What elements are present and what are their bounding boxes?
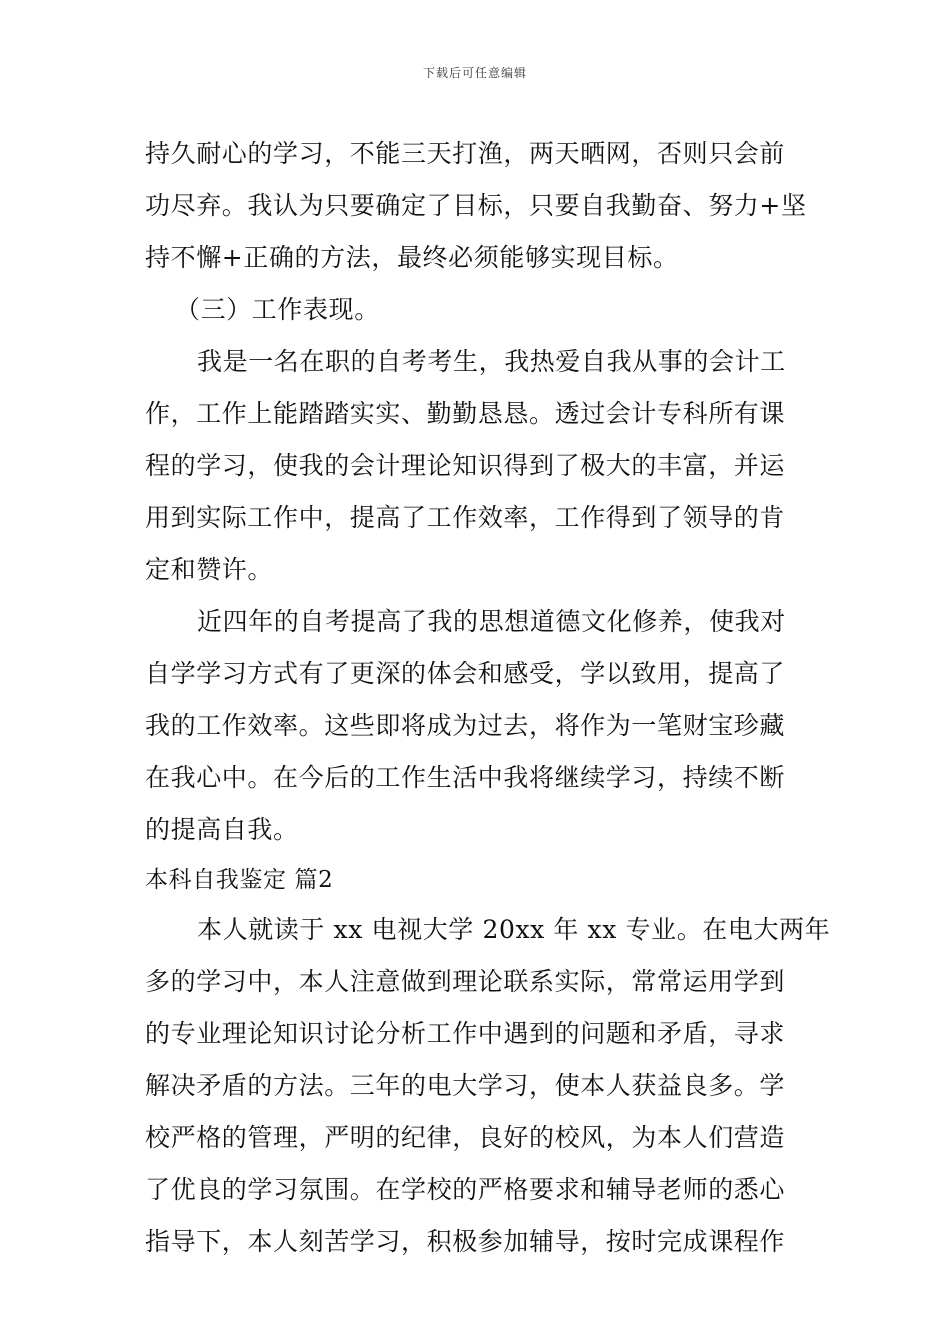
text-line: 的提高自我。 (145, 815, 299, 844)
text-line: 程的学习，使我的会计理论知识得到了极大的丰富，并运 (145, 451, 786, 480)
text-line: 多的学习中，本人注意做到理论联系实际，常常运用学到 (145, 967, 786, 996)
text-line: 的专业理论知识讨论分析工作中遇到的问题和矛盾，寻求 (145, 1019, 786, 1048)
paragraph-first-line: 近四年的自考提高了我的思想道德文化修养，使我对 (197, 607, 786, 636)
text-line: 持不懈+正确的方法，最终必须能够实现目标。 (145, 243, 679, 272)
page-header-note: 下载后可任意编辑 (422, 66, 527, 80)
text-line: 定和赞许。 (145, 555, 274, 584)
text-line: 自学学习方式有了更深的体会和感受，学以致用，提高了 (145, 659, 786, 688)
text-line: 持久耐心的学习，不能三天打渔，两天晒网，否则只会前 (145, 139, 786, 168)
text-line: 了优良的学习氛围。在学校的严格要求和辅导老师的悉心 (145, 1175, 786, 1204)
text-line: 指导下，本人刻苦学习，积极参加辅导，按时完成课程作 (145, 1227, 786, 1256)
text-line: 校严格的管理，严明的纪律，良好的校风，为本人们营造 (145, 1123, 786, 1152)
text-line: 我的工作效率。这些即将成为过去，将作为一笔财宝珍藏 (145, 711, 786, 740)
section-subheading: （三）工作表现。 (175, 295, 380, 324)
paragraph-first-line: 本人就读于 xx 电视大学 20xx 年 xx 专业。在电大两年 (197, 915, 831, 944)
paragraph-first-line: 我是一名在职的自考考生，我热爱自我从事的会计工 (197, 347, 786, 376)
section-heading: 本科自我鉴定 篇2 (145, 867, 334, 893)
text-line: 在我心中。在今后的工作生活中我将继续学习，持续不断 (145, 763, 786, 792)
text-line: 作，工作上能踏踏实实、勤勤恳恳。透过会计专科所有课 (145, 399, 786, 428)
text-line: 解决矛盾的方法。三年的电大学习，使本人获益良多。学 (145, 1071, 786, 1100)
text-line: 用到实际工作中，提高了工作效率，工作得到了领导的肯 (145, 503, 786, 532)
document-body (145, 128, 831, 1268)
text-line: 功尽弃。我认为只要确定了目标，只要自我勤奋、努力+坚 (145, 191, 807, 220)
